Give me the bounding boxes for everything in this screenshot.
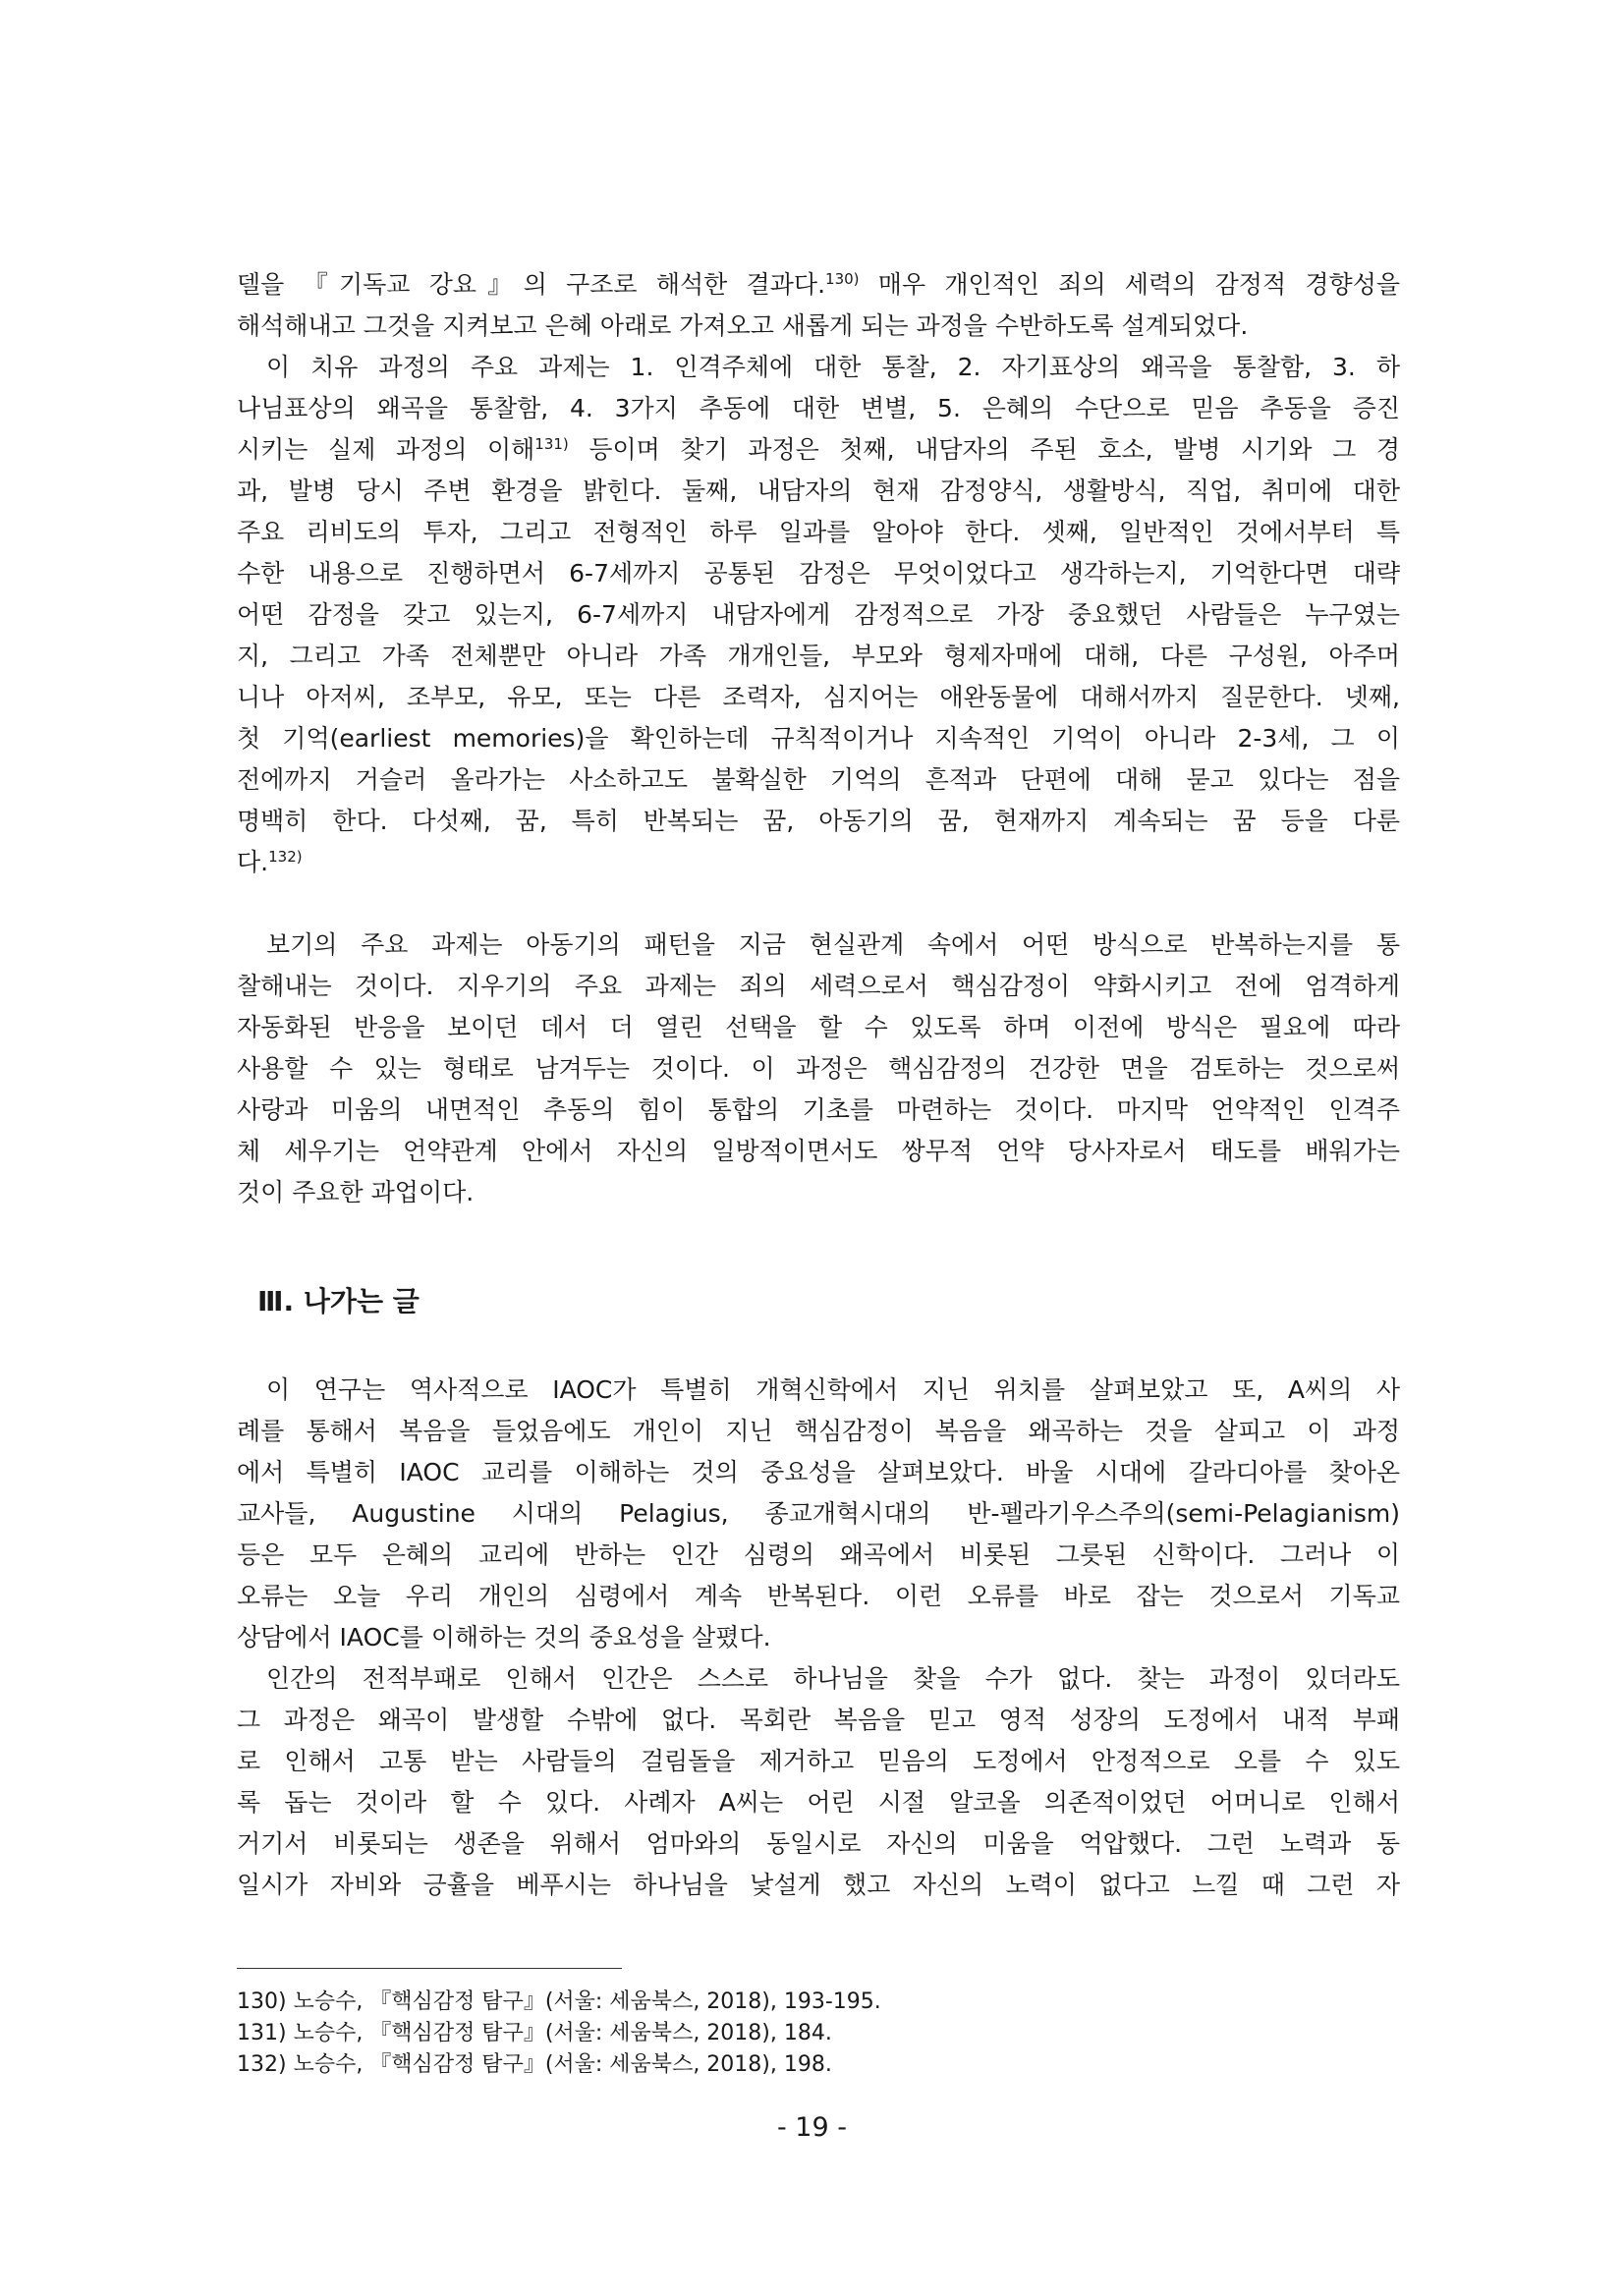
section-heading: Ⅲ. 나가는 글 <box>257 1285 420 1317</box>
text-line: 찰해내는 것이다. 지우기의 주요 과제는 죄의 세력으로서 핵심감정이 약화시키고 전에 엄격하게 <box>237 972 1400 1000</box>
text-line: 시키는 실제 과정의 이해$^{131)}$ 등이며 찾기 과정은 첫째, 내담자의 주된 호소, 발병 시기와 그 경 <box>237 435 1400 464</box>
text-line: 상담에서 IAOC를 이해하는 것의 중요성을 살폈다. <box>237 1623 771 1652</box>
footnote-130: 130) 노승수, 『핵심감정 탐구』(서울: 세움북스, 2018), 193-195. <box>237 1989 881 2014</box>
footnote-ref-131[interactable]: 131) <box>534 435 569 453</box>
text-line: 니나 아저씨, 조부모, 유모, 또는 다른 조력자, 심지어는 애완동물에 대해서까지 질문한다. 넷째, <box>237 683 1400 711</box>
text-line: 사용할 수 있는 형태로 남겨두는 것이다. 이 과정은 핵심감정의 건강한 면을 검토하는 것으로써 <box>237 1054 1400 1083</box>
text-line: 자동화된 반응을 보이던 데서 더 열린 선택을 할 수 있도록 하며 이전에 방식은 필요에 따라 <box>237 1013 1400 1041</box>
page-number: - 19 - <box>776 2112 847 2143</box>
text-line: 거기서 비롯되는 생존을 위해서 엄마와의 동일시로 자신의 미움을 억압했다. 그런 노력과 동 <box>237 1829 1400 1858</box>
text-line: 수한 내용으로 진행하면서 6-7세까지 공통된 감정은 무엇이었다고 생각하는지, 기억한다면 대략 <box>237 559 1400 588</box>
footnote-ref-130[interactable]: 130) <box>825 270 860 288</box>
text-line: 해석해내고 그것을 지켜보고 은혜 아래로 가져오고 새롭게 되는 과정을 수반하도록 설계되었다. <box>237 311 1249 340</box>
text-line: 그 과정은 왜곡이 발생할 수밖에 없다. 목회란 복음을 믿고 영적 성장의 도정에서 내적 부패 <box>237 1706 1400 1734</box>
text-line: 첫 기억(earliest memories)을 확인하는데 규칙적이거나 지속적인 기억이 아니라 2-3세, 그 이 <box>237 724 1400 753</box>
footnote-132: 132) 노승수, 『핵심감정 탐구』(서울: 세움북스, 2018), 198. <box>237 2052 832 2077</box>
text-line: 보기의 주요 과제는 아동기의 패턴을 지금 현실관계 속에서 어떤 방식으로 반복하는지를 통 <box>266 930 1400 959</box>
text-line: 사랑과 미움의 내면적인 추동의 힘이 통합의 기초를 마련하는 것이다. 마지막 언약적인 인격주 <box>237 1095 1400 1124</box>
text-line: 일시가 자비와 긍휼을 베푸시는 하나님을 낯설게 했고 자신의 노력이 없다고 느낄 때 그런 자 <box>237 1871 1400 1899</box>
text-line: 오류는 오늘 우리 개인의 심령에서 계속 반복된다. 이런 오류를 바로 잡는 것으로서 기독교 <box>237 1582 1400 1610</box>
text-line: 인간의 전적부패로 인해서 인간은 스스로 하나님을 찾을 수가 없다. 찾는 과정이 있더라도 <box>266 1664 1400 1693</box>
text-line: 록 돕는 것이라 할 수 있다. 사례자 A씨는 어린 시절 알코올 의존적이었던 어머니로 인해서 <box>237 1788 1400 1817</box>
footnote-131: 131) 노승수, 『핵심감정 탐구』(서울: 세움북스, 2018), 184. <box>237 2021 832 2045</box>
text-line: 나님표상의 왜곡을 통찰함, 4. 3가지 추동에 대한 변별, 5. 은혜의 수단으로 믿음 추동을 증진 <box>237 394 1400 422</box>
text-line: 교사들, Augustine 시대의 Pelagius, 종교개혁시대의 반-펠라기우스주의(semi-Pelagianism) <box>237 1499 1400 1528</box>
text-line: 이 연구는 역사적으로 IAOC가 특별히 개혁신학에서 지닌 위치를 살펴보았고 또, A씨의 사 <box>266 1375 1400 1404</box>
text-line: 지, 그리고 가족 전체뿐만 아니라 가족 개개인들, 부모와 형제자매에 대해, 다른 구성원, 아주머 <box>237 642 1400 670</box>
text-line: 것이 주요한 과업이다. <box>237 1178 475 1206</box>
text-line: 주요 리비도의 투자, 그리고 전형적인 하루 일과를 알아야 한다. 셋째, 일반적인 것에서부터 특 <box>237 518 1400 546</box>
text-line: 로 인해서 고통 받는 사람들의 걸림돌을 제거하고 믿음의 도정에서 안정적으로 오를 수 있도 <box>237 1747 1400 1775</box>
footnote-separator <box>237 1968 622 1969</box>
text-line: 에서 특별히 IAOC 교리를 이해하는 것의 중요성을 살펴보았다. 바울 시대에 갈라디아를 찾아온 <box>237 1458 1400 1486</box>
text-line: 다.$^{132)}$ <box>237 848 303 876</box>
footnote-ref-132[interactable]: 132) <box>268 848 303 866</box>
text-line: 과, 발병 당시 주변 환경을 밝힌다. 둘째, 내담자의 현재 감정양식, 생활방식, 직업, 취미에 대한 <box>237 476 1400 505</box>
text-line: 이 치유 과정의 주요 과제는 1. 인격주체에 대한 통찰, 2. 자기표상의 왜곡을 통찰함, 3. 하 <box>266 353 1400 381</box>
text-line: 델을 『기독교 강요』의 구조로 해석한 결과다.$^{130)}$ 매우 개인적인 죄의 세력의 감정적 경향성을 <box>237 270 1400 299</box>
text-line: 전에까지 거슬러 올라가는 사소하고도 불확실한 기억의 흔적과 단편에 대해 묻고 있다는 점을 <box>237 765 1400 794</box>
text-line: 체 세우기는 언약관계 안에서 자신의 일방적이면서도 쌍무적 언약 당사자로서 태도를 배워가는 <box>237 1137 1400 1165</box>
text-line: 등은 모두 은혜의 교리에 반하는 인간 심령의 왜곡에서 비롯된 그릇된 신학이다. 그러나 이 <box>237 1540 1400 1569</box>
text-line: 명백히 한다. 다섯째, 꿈, 특히 반복되는 꿈, 아동기의 꿈, 현재까지 계속되는 꿈 등을 다룬 <box>237 807 1400 835</box>
text-line: 어떤 감정을 갖고 있는지, 6-7세까지 내담자에게 감정적으로 가장 중요했던 사람들은 누구였는 <box>237 600 1400 629</box>
text-line: 례를 통해서 복음을 들었음에도 개인이 지닌 핵심감정이 복음을 왜곡하는 것을 살피고 이 과정 <box>237 1417 1400 1445</box>
